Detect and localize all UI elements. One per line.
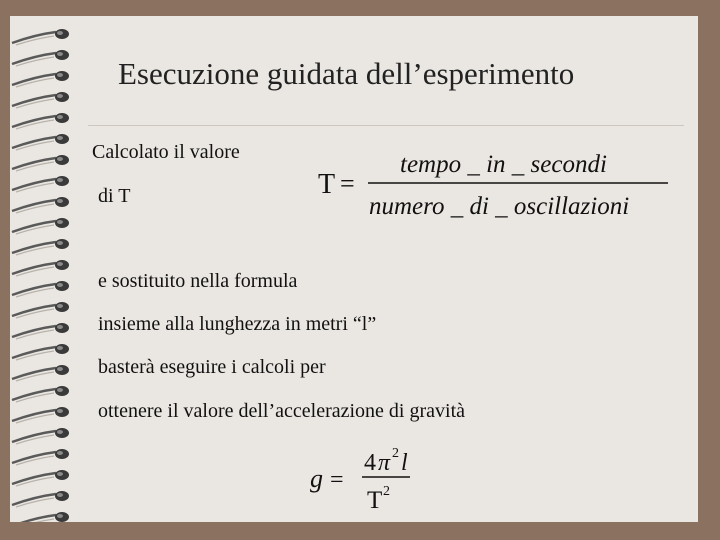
spiral-ring — [12, 50, 69, 66]
spiral-ring — [12, 218, 69, 234]
spiral-ring — [12, 449, 69, 465]
spiral-ring — [12, 428, 69, 444]
spiral-ring — [12, 302, 69, 318]
formula-g-den-exp: 2 — [383, 484, 390, 499]
spiral-ring — [12, 197, 69, 213]
spiral-ring — [12, 260, 69, 276]
text-line-calcoli: basterà eseguire i calcoli per — [98, 356, 326, 378]
text-line-gravita: ottenere il valore dell’accelerazione di gravità — [98, 400, 466, 422]
text-line-lunghezza: insieme alla lunghezza in metri “l” — [98, 313, 377, 335]
spiral-ring — [12, 470, 69, 486]
spiral-ring — [12, 491, 69, 507]
spiral-ring — [12, 71, 69, 87]
period-formula — [318, 140, 678, 230]
formula-g-lhs: g — [310, 464, 323, 493]
formula-g-equals: = — [330, 467, 344, 493]
formula-g-num-pi-exp: 2 — [392, 446, 399, 461]
spiral-ring — [12, 155, 69, 171]
spiral-ring — [12, 344, 69, 360]
spiral-ring — [12, 134, 69, 150]
formula-g-num-var: l — [401, 450, 408, 476]
formula-t-equals: = — [340, 169, 355, 198]
text-line-sostituito: e sostituito nella formula — [98, 270, 298, 292]
spiral-ring — [12, 176, 69, 192]
text-line-calcolato: Calcolato il valore — [92, 141, 240, 163]
formula-t-lhs: T — [318, 169, 336, 200]
spiral-ring — [12, 323, 69, 339]
spiral-ring — [12, 386, 69, 402]
formula-g-den-base: T — [367, 487, 383, 514]
spiral-ring — [12, 512, 69, 522]
formula-g-num-pi: π — [378, 450, 391, 476]
spiral-ring — [12, 239, 69, 255]
title-divider — [88, 125, 684, 126]
spiral-ring — [12, 92, 69, 108]
text-line-di-t: di T — [98, 185, 131, 207]
spiral-ring — [12, 29, 69, 45]
formula-t-denominator: numero _ di _ oscillazioni — [369, 193, 630, 220]
formula-g-num-coef: 4 — [364, 450, 376, 476]
formula-t-numerator: tempo _ in _ secondi — [400, 151, 607, 178]
spiral-ring — [12, 365, 69, 381]
spiral-binding — [10, 16, 90, 522]
spiral-ring — [12, 407, 69, 423]
spiral-ring — [12, 113, 69, 129]
gravity-formula — [308, 440, 428, 520]
slide-title: Esecuzione guidata dell’esperimento — [118, 56, 575, 91]
spiral-ring — [12, 281, 69, 297]
